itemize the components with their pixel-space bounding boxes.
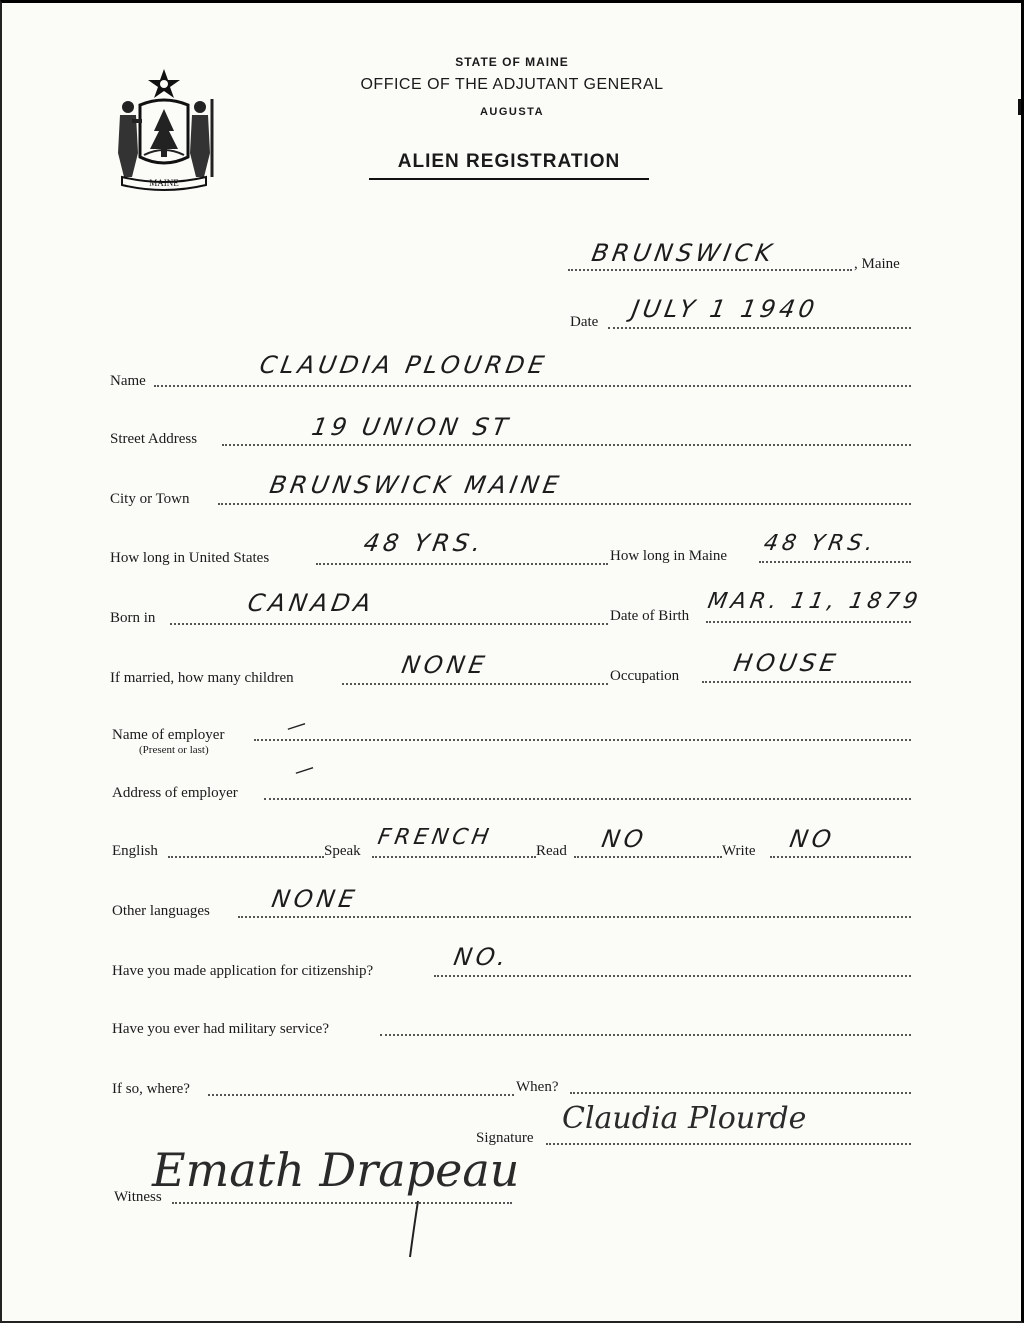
military-dots (380, 1034, 911, 1036)
date-label: Date (570, 314, 599, 330)
employer-address-label: Address of employer (112, 785, 238, 801)
english-label: English (112, 843, 158, 859)
maine-seal-icon (110, 65, 218, 193)
if-so-where-label: If so, where? (112, 1081, 190, 1097)
witness-flourish-icon (400, 1199, 424, 1259)
edge-mark (1018, 99, 1021, 115)
signature-value[interactable]: Claudia Plourde (562, 1101, 807, 1136)
employer-label: Name of employer (112, 727, 225, 743)
read-value[interactable]: NO (599, 825, 650, 853)
city-label: City or Town (110, 491, 190, 507)
employer-dots (254, 739, 911, 741)
when-dots (570, 1092, 911, 1094)
citizenship-value[interactable]: NO. (451, 943, 512, 971)
how-long-us-dots (316, 563, 608, 565)
state-heading: STATE OF MAINE (455, 55, 569, 69)
town-dots (568, 269, 852, 271)
street-dots (222, 444, 911, 446)
signature-label: Signature (476, 1130, 534, 1146)
employer-address-dots (264, 798, 911, 800)
street-value[interactable]: 19 UNION ST (309, 413, 514, 441)
when-label: When? (516, 1079, 559, 1095)
form-title: ALIEN REGISTRATION (397, 151, 621, 172)
name-dots (154, 385, 911, 387)
children-value[interactable]: NONE (399, 651, 491, 679)
dob-label: Date of Birth (610, 608, 690, 624)
town-value[interactable]: BRUNSWICK (589, 239, 778, 267)
dob-value[interactable]: MAR. 11, 1879 (705, 589, 924, 614)
how-long-maine-dots (759, 561, 911, 563)
born-in-label: Born in (110, 610, 156, 626)
read-label: Read (536, 843, 567, 859)
children-label: If married, how many children (110, 670, 294, 686)
occupation-dots (702, 681, 911, 683)
employer-address-value[interactable]: — (290, 754, 318, 784)
name-value[interactable]: CLAUDIA PLOURDE (257, 351, 551, 379)
signature-dots (546, 1143, 911, 1145)
witness-value[interactable]: Emath Drapeau (152, 1143, 520, 1197)
date-value[interactable]: JULY 1 1940 (629, 295, 821, 323)
employer-sub-label: (Present or last) (139, 744, 209, 756)
children-dots (342, 683, 608, 685)
english-dots (168, 856, 324, 858)
city-value[interactable]: BRUNSWICK MAINE (267, 471, 565, 499)
witness-label: Witness (114, 1189, 162, 1205)
how-long-us-label: How long in United States (110, 550, 270, 566)
city-dots (218, 503, 911, 505)
occupation-label: Occupation (610, 668, 680, 684)
born-in-dots (170, 623, 608, 625)
employer-value[interactable]: — (282, 710, 310, 740)
other-languages-label: Other languages (112, 903, 210, 919)
how-long-maine-label: How long in Maine (610, 548, 728, 564)
how-long-maine-value[interactable]: 48 YRS. (761, 531, 879, 556)
svg-text:MAINE: MAINE (149, 178, 179, 188)
write-label: Write (722, 843, 756, 859)
write-value[interactable]: NO (787, 825, 838, 853)
title-underline (369, 178, 649, 180)
write-dots (770, 856, 911, 858)
speak-label: Speak (324, 843, 361, 859)
speak-dots (372, 856, 536, 858)
date-dots (608, 327, 911, 329)
office-heading: OFFICE OF THE ADJUTANT GENERAL (360, 76, 664, 93)
other-languages-value[interactable]: NONE (269, 885, 361, 913)
how-long-us-value[interactable]: 48 YRS. (361, 529, 487, 557)
military-label: Have you ever had military service? (112, 1021, 329, 1037)
street-label: Street Address (110, 431, 198, 447)
city-heading: AUGUSTA (479, 106, 545, 118)
witness-dots (172, 1202, 512, 1204)
read-dots (574, 856, 722, 858)
citizenship-label: Have you made application for citizenship? (112, 963, 374, 979)
dob-dots (706, 621, 911, 623)
speak-value[interactable]: FRENCH (375, 825, 495, 850)
name-label: Name (110, 373, 146, 389)
town-suffix-label: , Maine (854, 256, 900, 272)
occupation-value[interactable]: HOUSE (731, 649, 842, 677)
if-so-where-dots (208, 1094, 514, 1096)
other-languages-dots (238, 916, 911, 918)
born-in-value[interactable]: CANADA (245, 589, 377, 617)
citizenship-dots (434, 975, 911, 977)
